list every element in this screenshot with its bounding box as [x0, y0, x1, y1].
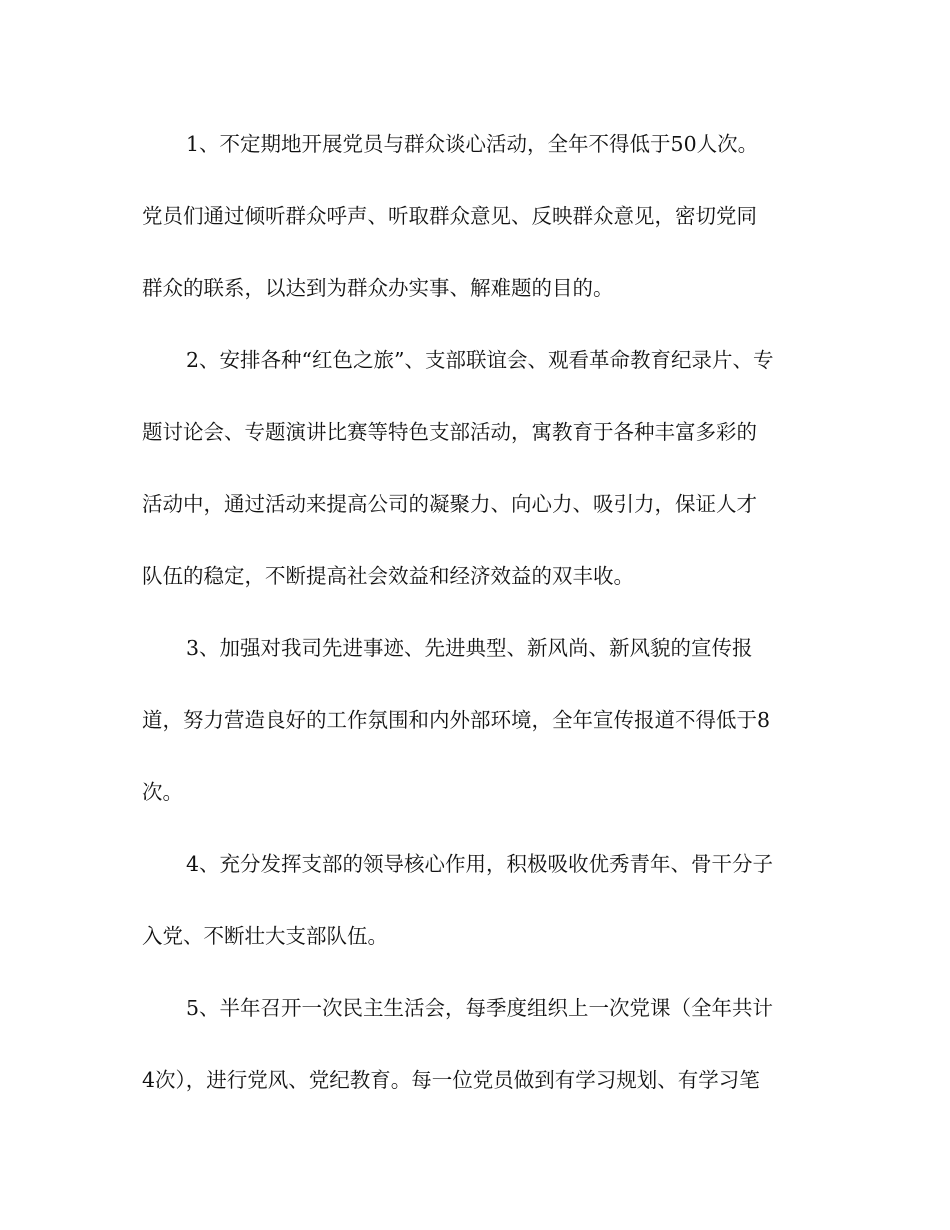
text-line: 党员们通过倾听群众呼声、听取群众意见、反映群众意见，密切党同	[142, 204, 757, 228]
text-line: 题讨论会、专题演讲比赛等特色支部活动，寓教育于各种丰富多彩的	[142, 420, 757, 444]
text-line: 道，努力营造良好的工作氛围和内外部环境，全年宣传报道不得低于8	[142, 708, 771, 732]
text-line: 3、加强对我司先进事迹、先进典型、新风尚、新风貌的宣传报	[186, 636, 753, 660]
paragraph-5-line-2	[0, 1060, 950, 1100]
paragraph-4-line-2	[0, 916, 950, 956]
paragraph-5-line-1	[0, 988, 950, 1028]
paragraph-2-line-3	[0, 484, 950, 524]
text-line: 活动中，通过活动来提高公司的凝聚力、向心力、吸引力，保证人才	[142, 492, 757, 516]
text-line: 入党、不断壮大支部队伍。	[142, 924, 388, 948]
paragraph-2-line-1	[0, 340, 950, 380]
paragraph-2-line-2	[0, 412, 950, 452]
text-line: 4次），进行党风、党纪教育。每一位党员做到有学习规划、有学习笔	[142, 1068, 760, 1092]
paragraph-3-line-2	[0, 700, 950, 740]
paragraph-1-line-1	[0, 124, 950, 164]
paragraph-1-line-2	[0, 196, 950, 236]
paragraph-1-line-3	[0, 268, 950, 308]
text-line: 群众的联系，以达到为群众办实事、解难题的目的。	[142, 276, 614, 300]
paragraph-2-line-4	[0, 556, 950, 596]
text-line: 4、充分发挥支部的领导核心作用，积极吸收优秀青年、骨干分子	[186, 852, 774, 876]
paragraph-3-line-1	[0, 628, 950, 668]
text-line: 队伍的稳定，不断提高社会效益和经济效益的双丰收。	[142, 564, 634, 588]
paragraph-4-line-1	[0, 844, 950, 884]
text-line: 次。	[142, 780, 183, 804]
paragraph-3-line-3	[0, 772, 950, 812]
text-line: 5、半年召开一次民主生活会，每季度组织上一次党课（全年共计	[186, 996, 774, 1020]
text-line: 1、不定期地开展党员与群众谈心活动，全年不得低于50人次。	[186, 132, 759, 156]
text-line: 2、安排各种“红色之旅”、支部联谊会、观看革命教育纪录片、专	[186, 348, 774, 372]
